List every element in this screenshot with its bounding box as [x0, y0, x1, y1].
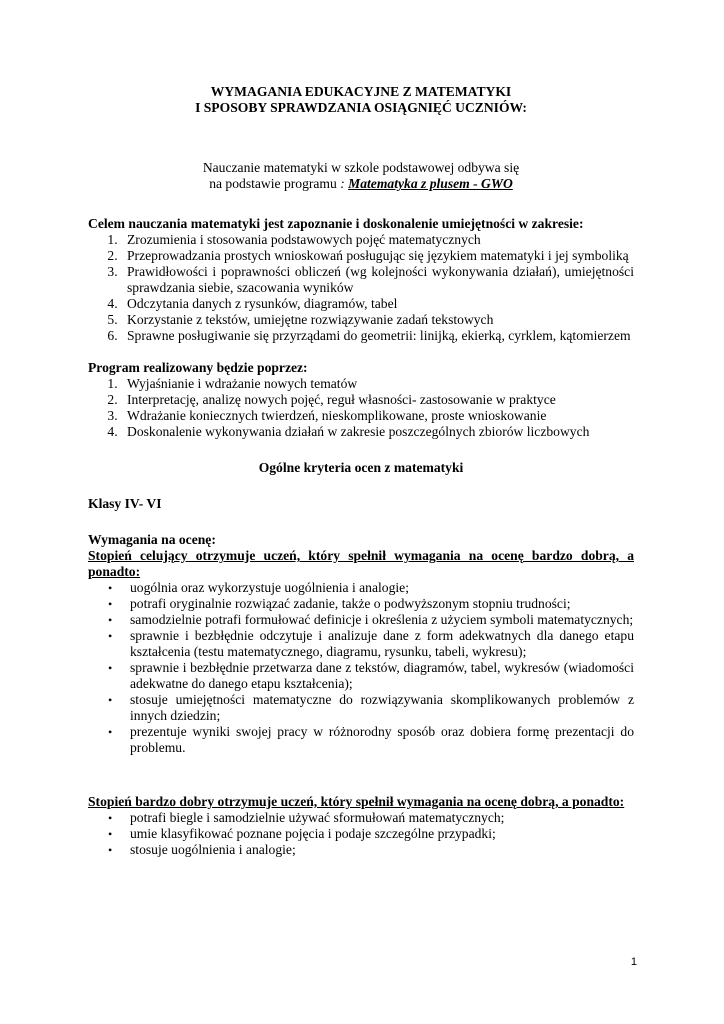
program-item: 3. Wdrażanie koniecznych twierdzeń, nieskomplikowane, proste wnioskowanie — [121, 408, 634, 424]
list-item-text: sprawnie i bezbłędnie odczytuje i analizuje dane z form adekwatnych dla danego etapu kształcenia (testu matematycznego, diagramu, rysunku, tabeli, wykresu); — [130, 628, 634, 659]
intro-line-2-prefix: na podstawie programu — [209, 176, 341, 191]
list-item — [108, 810, 634, 826]
list-item — [108, 628, 634, 660]
criteria-heading: Ogólne kryteria ocen z matematyki — [258, 460, 464, 475]
list-item-text: potrafi oryginalnie rozwiązać zadanie, także o podwyższonym stopniu trudności; — [130, 596, 571, 611]
bullet-icon: • — [108, 661, 113, 675]
program-item: 2. Interpretację, analizę nowych pojęć, reguł własności- zastosowanie w praktyce — [121, 392, 634, 408]
list-item — [108, 724, 634, 756]
bullet-icon: • — [108, 629, 113, 643]
intro-line-2 — [88, 176, 634, 192]
page-number: 1 — [630, 956, 637, 968]
document-title-line-2: I SPOSOBY SPRAWDZANIA OSIĄGNIĘĆ UCZNIÓW: — [195, 100, 527, 115]
bullet-icon: • — [108, 811, 113, 825]
program-name: Matematyka z plusem - GWO — [348, 176, 513, 191]
list-item — [108, 826, 634, 842]
goals-list — [88, 232, 634, 344]
list-item — [108, 692, 634, 724]
intro-paragraph — [88, 160, 634, 192]
goal-item: 1. Zrozumienia i stosowania podstawowych pojęć matematycznych — [121, 232, 634, 248]
goals-heading: Celem nauczania matematyki jest zapoznanie i doskonalenie umiejętności w zakresie: — [88, 216, 584, 231]
list-item-text: samodzielnie potrafi formułować definicje i określenia z użyciem symboli matematycznych; — [130, 612, 634, 627]
goals-section — [88, 216, 634, 344]
grade-bardzo-dobry-section — [88, 794, 634, 858]
bullet-icon: • — [108, 725, 113, 739]
goal-item: 4. Odczytania danych z rysunków, diagramów, tabel — [121, 296, 634, 312]
list-item-text: stosuje umiejętności matematyczne do rozwiązywania skomplikowanych problemów z innych dziedzin; — [130, 692, 634, 723]
program-heading: Program realizowany będzie poprzez: — [88, 360, 308, 375]
bullet-icon: • — [108, 843, 113, 857]
bullet-icon: • — [108, 693, 113, 707]
list-item — [108, 612, 634, 628]
intro-colon: : — [340, 176, 349, 191]
grade-celujacy-heading: Stopień celujący otrzymuje uczeń, który spełnił wymagania na ocenę bardzo dobrą, a ponadto: — [88, 548, 634, 579]
grade-bardzo-dobry-list — [88, 810, 634, 858]
document-title-line-1: WYMAGANIA EDUKACYJNE Z MATEMATYKI — [210, 84, 512, 99]
list-item — [108, 842, 634, 858]
list-item — [108, 580, 634, 596]
goal-item: 3. Prawidłowości i poprawności obliczeń (wg kolejności wykonywania działań), umiejętności sprawdzania siebie, szacowania wyników — [121, 264, 634, 296]
list-item-text: prezentuje wyniki swojej pracy w różnorodny sposób oraz dobiera formę prezentacji do problemu. — [130, 724, 634, 755]
list-item — [108, 596, 634, 612]
list-item-text: stosuje uogólnienia i analogie; — [130, 842, 296, 857]
grade-bardzo-dobry-heading: Stopień bardzo dobry otrzymuje uczeń, który spełnił wymagania na ocenę dobrą, a ponadto: — [88, 794, 625, 809]
goal-item: 2. Przeprowadzania prostych wnioskowań posługując się językiem matematyki i jej symboliką — [121, 248, 634, 264]
goal-item: 5. Korzystanie z tekstów, umiejętne rozwiązywanie zadań tekstowych — [121, 312, 634, 328]
list-item-text: potrafi biegle i samodzielnie używać sformułowań matematycznych; — [130, 810, 505, 825]
program-section — [88, 360, 634, 440]
bullet-icon: • — [108, 597, 113, 611]
program-list — [88, 376, 634, 440]
requirements-label: Wymagania na ocenę: — [88, 532, 216, 547]
bullet-icon: • — [108, 613, 113, 627]
grade-celujacy-list — [88, 580, 634, 756]
list-item-text: sprawnie i bezbłędnie przetwarza dane z tekstów, diagramów, tabel, wykresów (wiadomości adekwatne do danego etapu kształcenia); — [130, 660, 634, 691]
bullet-icon: • — [108, 581, 113, 595]
intro-line-1: Nauczanie matematyki w szkole podstawowej odbywa się — [202, 160, 520, 175]
list-item-text: umie klasyfikować poznane pojęcia i podaje szczególne przypadki; — [130, 826, 496, 841]
program-item: 1. Wyjaśnianie i wdrażanie nowych tematów — [121, 376, 634, 392]
list-item — [108, 660, 634, 692]
program-item: 4. Doskonalenie wykonywania działań w zakresie poszczególnych zbiorów liczbowych — [121, 424, 634, 440]
grade-celujacy-section — [88, 548, 634, 756]
goal-item: 6. Sprawne posługiwanie się przyrządami do geometrii: linijką, ekierką, cyrklem, kątomierzem — [121, 328, 634, 344]
list-item-text: uogólnia oraz wykorzystuje uogólnienia i analogie; — [130, 580, 409, 595]
bullet-icon: • — [108, 827, 113, 841]
classes-label: Klasy IV- VI — [88, 496, 162, 511]
